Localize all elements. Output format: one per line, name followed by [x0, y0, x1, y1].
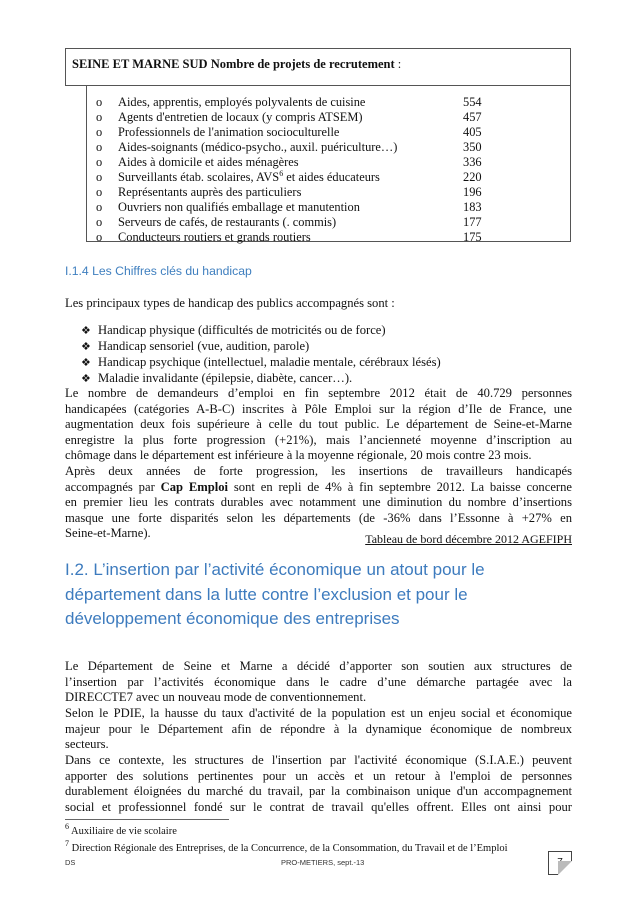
- diamond-bullet-icon: ❖: [81, 325, 91, 337]
- handicap-paragraph-2: Après deux années de forte progression, les insertions de travailleurs handicapés accompagnés par Cap Emploi sont en repli de 4% à fin septembre 2012. La baisse concerne en premier lieu les contrats durables avec notamment une diminution du nombre d’insertions masque une forte disparités selon les départements (de -36% dans l’Essonne à +27% en Seine-et-Marne).: [65, 464, 572, 541]
- recruitment-list: o Aides, apprentis, employés polyvalents de cuisine 554 o Agents d'entretien de locaux (y compris ATSEM) 457 o Professionnels de l'animation socioculturelle 405 o Aides-soignants (médico-psycho., auxil. puériculture…) 350 o Aides à domicile et aides ménagères 336 o Surveillants étab. scolaires, AVS$^6$ et aides éducateurs 220 o Représentants auprès des particuliers 196 o Ouvriers non qualifiés emballage et manutention 183 o Serveurs de cafés, de restaurants (. commis) 177 o Conducteurs routiers et grands routiers 175: [86, 86, 571, 242]
- section-paragraph-2: Selon le PDIE, la hausse du taux d'activité de la population est un enjeu social et économique majeur pour le Département afin de répondre à la dynamique économique de nombreux secteurs.: [65, 706, 572, 752]
- subsection-heading: I.1.4 Les Chiffres clés du handicap: [65, 264, 252, 278]
- handicap-intro: Les principaux types de handicap des publics accompagnés sont :: [65, 296, 395, 310]
- diamond-bullet-icon: ❖: [81, 341, 91, 353]
- section-heading: I.2. L’insertion par l’activité économique un atout pour le département dans la lutte contre l’exclusion et pour le développement économique des entreprises: [65, 560, 485, 628]
- list-item: ❖ Handicap physique (difficultés de motricités ou de force): [81, 323, 386, 337]
- recruitment-title: SEINE ET MARNE SUD Nombre de projets de recrutement :: [72, 57, 402, 71]
- diamond-bullet-icon: ❖: [81, 357, 91, 369]
- source-citation: Tableau de bord décembre 2012 AGEFIPH: [365, 532, 572, 546]
- page-curl-icon: [558, 861, 572, 875]
- list-item: ❖ Handicap psychique (intellectuel, maladie mentale, cérébraux lésés): [81, 355, 441, 369]
- footnote-ref: 6: [279, 169, 284, 178]
- page-number: 7: [548, 851, 572, 875]
- footer-center: PRO-METIERS, sept.-13: [281, 858, 365, 867]
- list-item: ❖ Handicap sensoriel (vue, audition, parole): [81, 339, 310, 353]
- footnote-7: $^7$ Direction Régionale des Entreprises, de la Concurrence, de la Consommation, du Travail et de l’Emploi: [65, 839, 508, 854]
- recruitment-title-box: [65, 48, 571, 86]
- section-paragraph-3: Dans ce contexte, les structures de l'insertion par l'activité économique (S.I.A.E.) peuvent apporter des solutions pertinentes pour un accès et un retour à l'emploi de personnes durablement éloignées du marché du travail, par la combinaison unique d'un accompagnement social et professionnel fondé sur le contrat de travail qu'elles offrent. Elles ont ainsi pour: [65, 753, 572, 814]
- footer-left: DS: [65, 858, 76, 867]
- section-paragraph-1: Le Département de Seine et Marne a décidé d’apporter son soutien aux structures de l’insertion par l’activités économique dans le cadre d’une démarche partagée avec la DIRECCTE7 avec un nouveau mode de conventionnement.: [65, 659, 572, 705]
- footnote-6: $^6$ Auxiliaire de vie scolaire: [65, 822, 177, 837]
- footnote-divider: [65, 819, 229, 820]
- handicap-paragraph-1: Le nombre de demandeurs d’emploi en fin septembre 2012 était de 40.729 personnes handicapées (catégories A-B-C) inscrites à Pôle Emploi sur la région d’Ile de France, une augmentation deux fois supérieure à celle du tout public. Le département de Seine-et-Marne enregistre la plus forte progression (+21%), mais l’ancienneté moyenne d’inscription au chômage dans le département est inférieure à la moyenne régionale, 20 mois contre 23 mois.: [65, 386, 572, 463]
- diamond-bullet-icon: ❖: [81, 373, 91, 385]
- list-item: ❖ Maladie invalidante (épilepsie, diabète, cancer…).: [81, 371, 353, 385]
